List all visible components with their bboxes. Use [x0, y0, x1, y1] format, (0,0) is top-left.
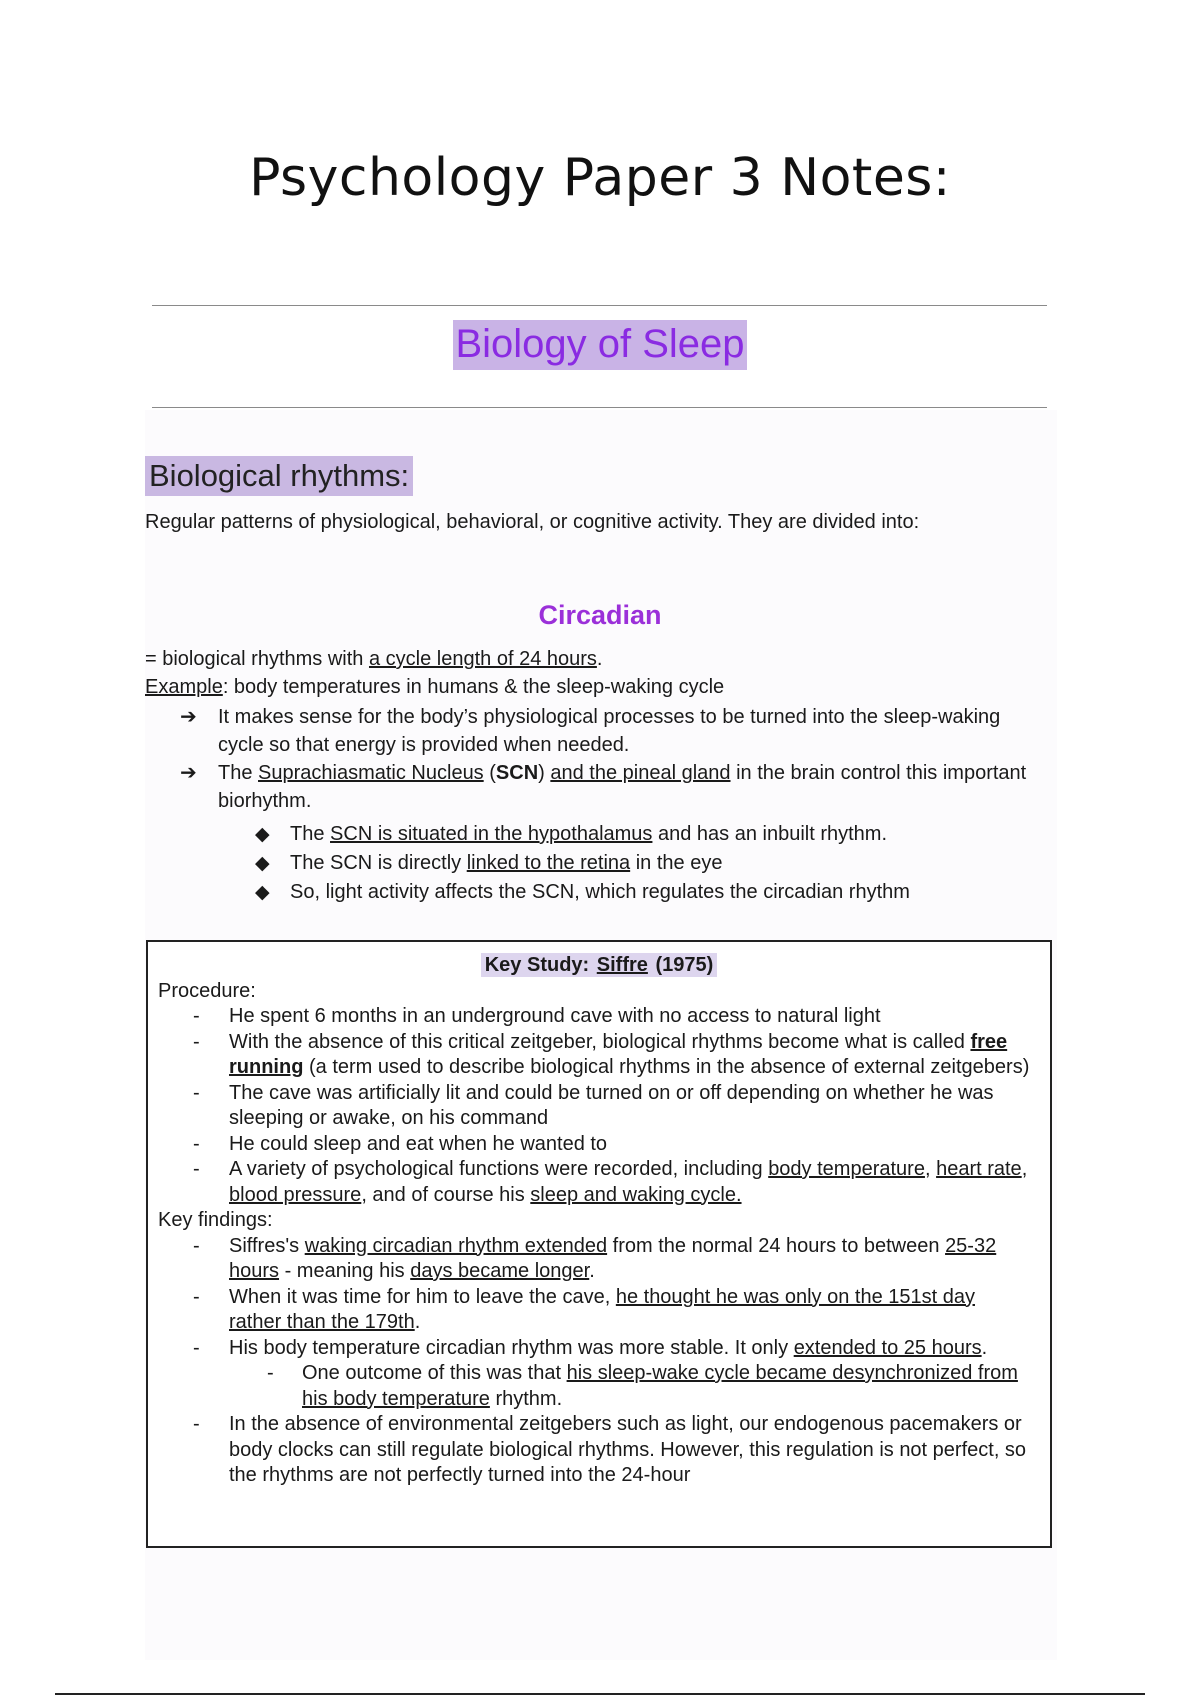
arrow-icon: ➔	[180, 706, 197, 728]
text: .	[589, 1260, 595, 1282]
list-item	[148, 1132, 1050, 1158]
scn-bullet-list	[255, 820, 1035, 907]
list-item	[180, 703, 1040, 759]
list-item	[255, 878, 1035, 907]
example-text: : body temperatures in humans & the sleep-waking cycle	[222, 676, 725, 698]
key-study-box	[146, 940, 1052, 1548]
text: - meaning his	[279, 1260, 411, 1282]
text: The SCN is directly	[290, 852, 467, 874]
underlined-text: linked to the retina	[466, 852, 631, 874]
list-item-text: He spent 6 months in an underground cave with no access to natural light	[229, 1005, 881, 1027]
list-item	[148, 1234, 1050, 1285]
list-item	[148, 1030, 1050, 1081]
text: .	[981, 1336, 988, 1359]
dash-bullet: -	[193, 1413, 200, 1435]
text: ,	[924, 1158, 937, 1180]
text: in the brain control this important biorhythm.	[218, 762, 1027, 812]
underlined-text: Siffre	[596, 954, 648, 976]
list-item	[148, 1336, 1050, 1413]
underlined-text: his sleep-wake cycle became desynchronized from his body temperature	[302, 1362, 1018, 1410]
underlined-text: Suprachiasmatic Nucleus	[258, 762, 484, 784]
circadian-arrow-list	[180, 703, 1040, 815]
page-title: Psychology Paper 3 Notes:	[249, 148, 951, 208]
list-item	[148, 1285, 1050, 1336]
dash-bullet: -	[193, 1336, 200, 1359]
dash-bullet: -	[193, 1285, 200, 1308]
underlined-text: and the pineal gland	[550, 762, 731, 784]
dash-bullet: -	[193, 1158, 200, 1180]
text: )	[538, 762, 551, 784]
bold-text: SCN	[495, 762, 539, 784]
underlined-text: extended to 25 hours	[793, 1336, 982, 1359]
text: Siffres's	[229, 1234, 305, 1257]
dash-bullet: -	[193, 1030, 200, 1053]
underlined-text: waking circadian rhythm extended	[304, 1234, 608, 1257]
list-item-text: So, light activity affects the SCN, which regulates the circadian rhythm	[290, 881, 910, 903]
text: One outcome of this was that	[302, 1362, 567, 1384]
dash-bullet: -	[193, 1005, 200, 1027]
underlined-text: 25-32 hours	[229, 1234, 997, 1282]
list-item	[229, 1361, 1030, 1412]
list-item-text: He could sleep and eat when he wanted to	[229, 1132, 608, 1155]
nested-findings-list	[229, 1361, 1030, 1412]
procedure-list	[148, 1004, 1050, 1208]
text: A variety of psychological functions were recorded, including	[229, 1158, 769, 1180]
list-item	[148, 1157, 1050, 1208]
circadian-heading: Circadian	[538, 600, 662, 630]
text: The	[290, 823, 331, 845]
list-item-text: In the absence of environmental zeitgebers such as light, our endogenous pacemakers or body clocks can still regulate biological rhythms. However, this regulation is not perfect, so the rhythms are not perfectly turned into the 24-hour	[229, 1413, 1027, 1486]
def-text: = biological rhythms with	[145, 648, 369, 670]
list-item	[148, 1412, 1050, 1489]
text: and has an inbuilt rhythm.	[652, 823, 888, 845]
def-underlined: a cycle length of 24 hours	[368, 648, 597, 670]
underlined-text: SCN is situated in the hypothalamus	[330, 823, 653, 845]
list-item	[255, 849, 1035, 878]
example-label: Example	[145, 676, 223, 698]
underlined-text: he thought he was only on the 151st day rather than the 179th	[229, 1285, 975, 1333]
dash-bullet: -	[193, 1081, 200, 1104]
key-study-title-highlight	[481, 953, 718, 977]
text: The	[218, 762, 259, 784]
text: from the normal 24 hours to between	[607, 1234, 946, 1257]
findings-label: Key findings:	[158, 1209, 273, 1231]
list-item-text: It makes sense for the body’s physiological processes to be turned into the sleep-waking cycle so that energy is provided when needed.	[218, 706, 1001, 756]
list-item-text: The cave was artificially lit and could be turned on or off depending on whether he was sleeping or awake, on his command	[229, 1081, 994, 1129]
dash-bullet: -	[193, 1132, 200, 1155]
diamond-bullet-icon: ◆	[255, 853, 270, 874]
def-suffix: .	[596, 648, 603, 670]
section-title	[0, 322, 1200, 367]
list-item	[180, 759, 1040, 815]
findings-list	[148, 1234, 1050, 1489]
text: (1975)	[649, 954, 714, 976]
text: (	[483, 762, 496, 784]
key-study-title	[148, 953, 1050, 979]
underlined-text: blood pressure	[229, 1183, 362, 1206]
arrow-icon: ➔	[180, 762, 197, 784]
dash-bullet: -	[267, 1362, 274, 1384]
underlined-text: sleep and waking cycle.	[530, 1183, 742, 1206]
divider-bottom	[152, 407, 1047, 408]
page-bottom-rule	[55, 1693, 1145, 1695]
rhythms-intro: Regular patterns of physiological, behavioral, or cognitive activity. They are divided into:	[145, 511, 920, 533]
text: When it was time for him to leave the cave,	[229, 1285, 616, 1308]
underlined-text: days became longer	[410, 1260, 590, 1282]
divider-top	[152, 305, 1047, 306]
list-item	[255, 820, 1035, 849]
text: ,	[1021, 1158, 1028, 1180]
text: .	[414, 1311, 421, 1333]
underlined-text: heart rate	[936, 1158, 1022, 1180]
dash-bullet: -	[193, 1234, 200, 1257]
section-title-text: Biology of Sleep	[453, 320, 746, 370]
text: rhythm.	[489, 1387, 563, 1410]
text: His body temperature circadian rhythm was more stable. It only	[229, 1336, 794, 1359]
circadian-example	[145, 673, 1045, 701]
diamond-bullet-icon: ◆	[255, 882, 270, 903]
circadian-definition	[145, 645, 1045, 673]
biological-rhythms-heading: Biological rhythms:	[145, 456, 413, 496]
text: With the absence of this critical zeitgeber, biological rhythms become what is called	[229, 1030, 971, 1053]
text: , and of course his	[361, 1183, 531, 1206]
list-item	[148, 1081, 1050, 1132]
underlined-text: body temperature	[768, 1158, 925, 1180]
procedure-label: Procedure:	[158, 979, 256, 1002]
text: (a term used to describe biological rhythms in the absence of external zeitgebers)	[303, 1056, 1030, 1078]
bold-underlined-text: free running	[229, 1030, 1008, 1078]
diamond-bullet-icon: ◆	[255, 824, 270, 845]
text: Key Study:	[484, 954, 595, 976]
list-item	[148, 1004, 1050, 1030]
text: in the eye	[630, 852, 723, 874]
